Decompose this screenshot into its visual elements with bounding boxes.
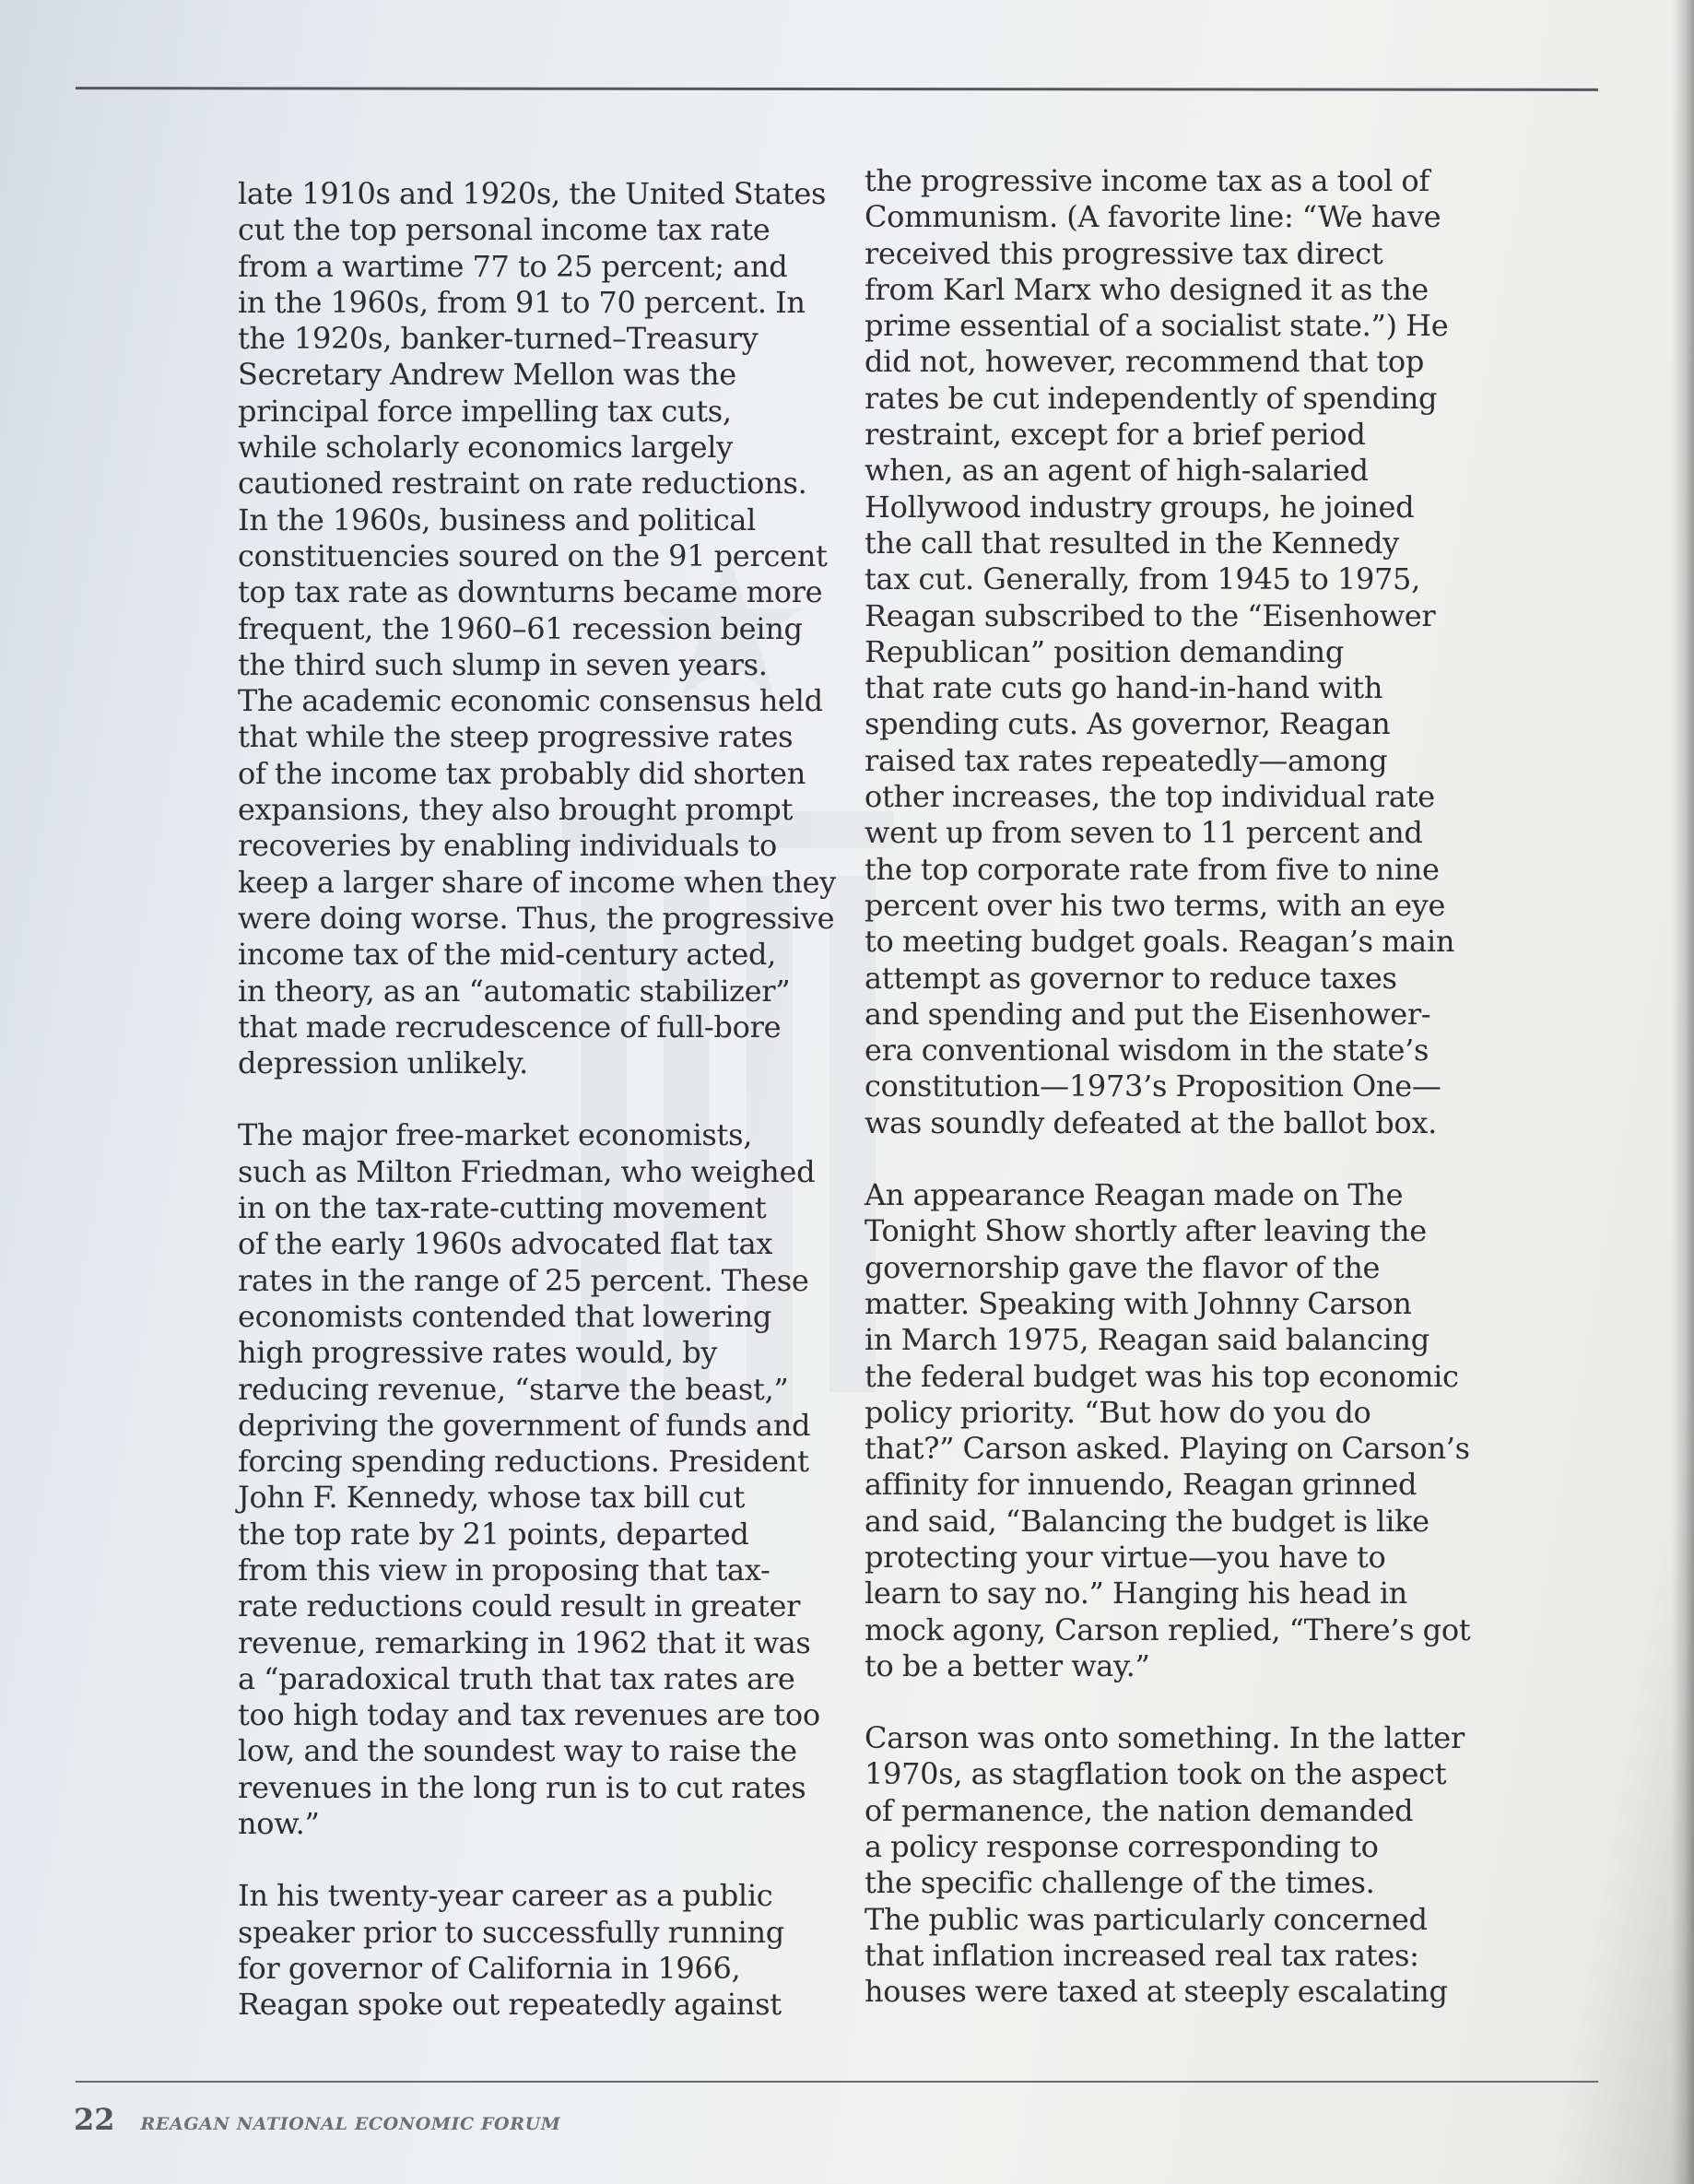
text-line: prime essential of a socialist state.”) He [865,308,1449,344]
text-line: John F. Kennedy, whose tax bill cut [238,1480,746,1516]
paragraph [238,1878,828,2023]
text-line: percent over his two terms, with an eye [865,887,1446,923]
text-line: policy priority. “But how do you do [865,1394,1371,1430]
text-line: rates in the range of 25 percent. These [238,1262,809,1298]
text-line: The public was particularly concerned [865,1901,1428,1937]
text-line: and said, “Balancing the budget is like [865,1503,1429,1539]
text-line: revenues in the long run is to cut rates [238,1769,806,1805]
text-line: Republican” position demanding [865,633,1345,669]
text-line: keep a larger share of income when they [238,864,836,900]
text-line: An appearance Reagan made on The [865,1177,1404,1213]
text-line: went up from seven to 11 percent and [865,815,1423,851]
text-line: Reagan subscribed to the “Eisenhower [865,597,1436,633]
text-line: cautioned restraint on rate reductions. [238,466,807,502]
text-line: attempt as governor to reduce taxes [865,960,1397,996]
text-line: received this progressive tax direct [865,235,1383,271]
text-line: era conventional wisdom in the state’s [865,1033,1429,1068]
text-line: mock agony, Carson replied, “There’s got [865,1611,1471,1647]
text-line: of the income tax probably did shorten [238,755,806,791]
text-line: while scholarly economics largely [238,430,733,466]
text-line: did not, however, recommend that top [865,344,1424,380]
text-line: principal force impelling tax cuts, [238,393,732,429]
text-line: too high today and tax revenues are too [238,1697,820,1733]
text-line: the top rate by 21 points, departed [238,1516,749,1552]
text-line: depriving the government of funds and [238,1407,811,1443]
text-line: Tonight Show shortly after leaving the [865,1213,1427,1249]
right-column [865,163,1471,2011]
text-line: In his twenty-year career as a public [238,1878,773,1914]
text-line: constituencies soured on the 91 percent [238,537,828,573]
text-line: now.” [238,1806,320,1842]
text-line: restraint, except for a brief period [865,417,1366,453]
text-line: that inflation increased real tax rates: [865,1937,1419,1973]
text-line: other increases, the top individual rate [865,779,1435,815]
text-line: the call that resulted in the Kennedy [865,525,1399,561]
text-line: a “paradoxical truth that tax rates are [238,1660,795,1696]
text-line: the top corporate rate from five to nine [865,851,1440,887]
text-line: frequent, the 1960–61 recession being [238,610,803,646]
text-line: in theory, as an “automatic stabilizer” [238,973,791,1009]
text-line: reducing revenue, “starve the beast,” [238,1371,789,1407]
text-line: Hollywood industry groups, he joined [865,489,1415,525]
text-line: houses were taxed at steeply escalating [865,1974,1448,2010]
text-line: of the early 1960s advocated flat tax [238,1226,773,1262]
text-line: 1970s, as stagflation took on the aspect [865,1756,1447,1792]
text-line: were doing worse. Thus, the progressive [238,900,835,936]
text-line: forcing spending reductions. President [238,1444,809,1480]
text-line: expansions, they also brought prompt [238,792,793,828]
text-line: such as Milton Friedman, who weighed [238,1153,816,1189]
page-footer [74,2102,560,2137]
text-line: the progressive income tax as a tool of [865,163,1429,198]
text-line: The academic economic consensus held [238,683,823,719]
page-number: 22 [74,2102,115,2137]
text-line: rate reductions could result in greater [238,1588,801,1624]
text-line: depression unlikely. [238,1045,529,1081]
text-line: Carson was onto something. In the latter [865,1720,1465,1756]
text-line: the third such slump in seven years. [238,646,768,682]
text-line: Reagan spoke out repeatedly against [238,1987,782,2023]
text-line: the federal budget was his top economic [865,1358,1459,1394]
text-line: in March 1975, Reagan said balancing [865,1322,1429,1358]
paragraph [865,1177,1471,1684]
text-line: the 1920s, banker-turned–Treasury [238,321,759,357]
text-line: when, as an agent of high-salaried [865,453,1369,489]
text-line: the specific challenge of the times. [865,1865,1375,1901]
paragraph [865,163,1454,1141]
text-line: In the 1960s, business and political [238,502,757,537]
text-line: from Karl Marx who designed it as the [865,271,1429,307]
text-line: constitution—1973’s Proposition One— [865,1068,1441,1104]
text-line: spending cuts. As governor, Reagan [865,706,1391,742]
text-line: from this view in proposing that tax- [238,1552,771,1588]
text-line: income tax of the mid-century acted, [238,937,777,973]
text-line: learn to say no.” Hanging his head in [865,1576,1407,1611]
text-line: low, and the soundest way to raise the [238,1733,797,1769]
text-line: top tax rate as downturns became more [238,574,823,610]
text-line: was soundly defeated at the ballot box. [865,1104,1437,1140]
text-line: late 1910s and 1920s, the United States [238,176,827,211]
text-line: that rate cuts go hand-in-hand with [865,670,1383,706]
page-edge-shadow [1672,0,1694,2184]
left-column [238,176,836,2024]
paragraph [238,176,836,1081]
text-line: Communism. (A favorite line: “We have [865,199,1441,235]
text-line: to meeting budget goals. Reagan’s main [865,924,1455,960]
text-line: that?” Carson asked. Playing on Carson’s [865,1431,1470,1467]
text-line: cut the top personal income tax rate [238,212,771,248]
text-line: that made recrudescence of full-bore [238,1009,782,1045]
text-line: of permanence, the nation demanded [865,1792,1414,1828]
top-rule [76,87,1598,91]
bottom-rule [76,2081,1598,2083]
text-line: speaker prior to successfully running [238,1914,784,1950]
text-line: matter. Speaking with Johnny Carson [865,1285,1412,1321]
text-line: revenue, remarking in 1962 that it was [238,1624,811,1660]
text-line: to be a better way.” [865,1647,1150,1683]
paragraph [238,1117,828,1842]
text-line: in the 1960s, from 91 to 70 percent. In [238,284,806,320]
paragraph [865,1720,1465,2010]
text-line: that while the steep progressive rates [238,719,794,755]
text-line: from a wartime 77 to 25 percent; and [238,248,788,284]
text-line: protecting your virtue—you have to [865,1539,1386,1575]
text-line: rates be cut independently of spending [865,380,1438,416]
text-line: governorship gave the flavor of the [865,1249,1381,1285]
text-line: The major free-market economists, [238,1117,753,1153]
text-line: affinity for innuendo, Reagan grinned [865,1467,1418,1503]
publication-title: REAGAN NATIONAL ECONOMIC FORUM [140,2114,561,2134]
text-line: and spending and put the Eisenhower- [865,996,1431,1032]
text-line: in on the tax-rate-cutting movement [238,1190,767,1226]
text-line: raised tax rates repeatedly—among [865,742,1388,778]
text-line: economists contended that lowering [238,1298,772,1334]
text-line: Secretary Andrew Mellon was the [238,357,736,393]
text-line: a policy response corresponding to [865,1829,1379,1865]
text-line: recoveries by enabling individuals to [238,828,777,864]
text-line: for governor of California in 1966, [238,1950,741,1986]
text-line: high progressive rates would, by [238,1335,718,1371]
text-line: tax cut. Generally, from 1945 to 1975, [865,561,1420,597]
